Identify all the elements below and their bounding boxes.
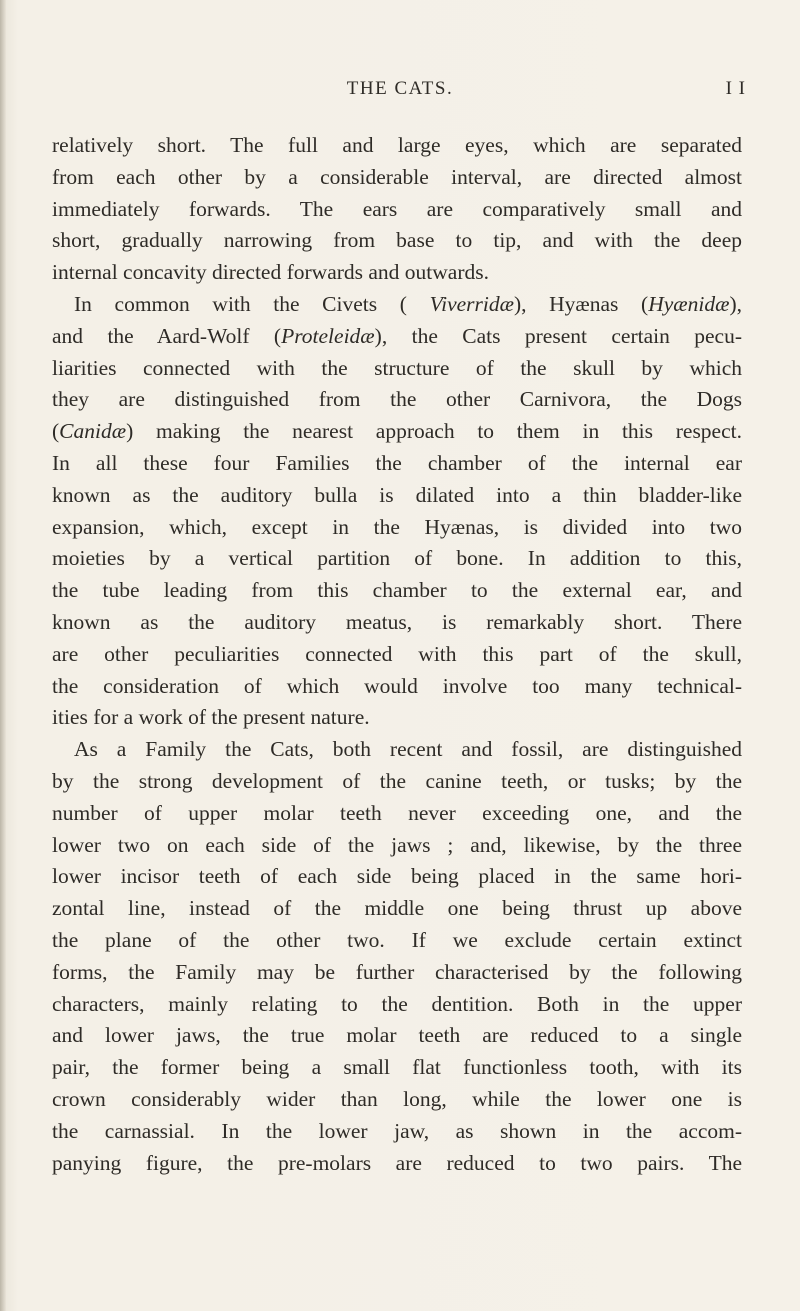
- text-line-5: internal concavity directed forwards and outwards.: [52, 260, 490, 285]
- running-head: [0, 78, 800, 102]
- page-gutter-shadow: [0, 0, 6, 1311]
- text-line-24: lower incisor teeth of each side being placed in the same hori-: [52, 864, 742, 889]
- text-line-12: known as the auditory bulla is dilated into a thin bladder-like: [52, 482, 742, 507]
- text-line-27: forms, the Family may be further characterised by the following: [52, 959, 742, 984]
- text-line-18: the consideration of which would involve too many technical-: [52, 673, 742, 698]
- text-line-2: from each other by a considerable interval, are directed almost: [52, 164, 742, 189]
- text-line-19: ities for a work of the present nature.: [52, 705, 370, 730]
- text-line-22: number of upper molar teeth never exceeding one, and the: [52, 800, 742, 825]
- text-line-21: by the strong development of the canine teeth, or tusks; by the: [52, 768, 742, 793]
- text-line-15: the tube leading from this chamber to the external ear, and: [52, 578, 742, 603]
- text-line-20: As a Family the Cats, both recent and fossil, are distinguished: [74, 737, 742, 762]
- text-line-26: the plane of the other two. If we exclude certain extinct: [52, 927, 742, 952]
- text-line-7: and the Aard-Wolf (Proteleidæ), the Cats present certain pecu-: [52, 323, 743, 348]
- text-line-23: lower two on each side of the jaws ; and, likewise, by the three: [52, 832, 742, 857]
- text-line-17: are other peculiarities connected with this part of the skull,: [52, 641, 742, 666]
- text-line-6: In common with the Civets ( Viverridæ), Hyænas (Hyænidæ),: [74, 291, 742, 316]
- text-line-8: liarities connected with the structure of the skull by which: [52, 355, 742, 380]
- text-line-32: the carnassial. In the lower jaw, as shown in the accom-: [52, 1118, 742, 1143]
- text-line-33: panying figure, the pre-molars are reduced to two pairs. The: [52, 1150, 742, 1175]
- running-title: THE CATS.: [346, 78, 454, 99]
- text-line-3: immediately forwards. The ears are comparatively small and: [52, 196, 742, 221]
- text-line-11: In all these four Families the chamber of the internal ear: [52, 450, 742, 475]
- text-line-28: characters, mainly relating to the dentition. Both in the upper: [52, 991, 742, 1016]
- text-line-13: expansion, which, except in the Hyænas, is divided into two: [52, 514, 742, 539]
- text-line-9: they are distinguished from the other Carnivora, the Dogs: [52, 387, 742, 412]
- text-line-10: (Canidæ) making the nearest approach to them in this respect.: [52, 419, 742, 444]
- text-line-14: moieties by a vertical partition of bone. In addition to this,: [52, 546, 742, 571]
- text-line-31: crown considerably wider than long, while the lower one is: [52, 1086, 742, 1111]
- page-number: I I: [725, 78, 746, 99]
- body-text: [52, 130, 742, 1179]
- text-line-1: relatively short. The full and large eyes, which are separated: [52, 133, 742, 157]
- text-line-30: pair, the former being a small flat functionless tooth, with its: [52, 1055, 742, 1080]
- text-line-16: known as the auditory meatus, is remarkably short. There: [52, 609, 742, 634]
- text-line-29: and lower jaws, the true molar teeth are reduced to a single: [52, 1023, 742, 1048]
- text-line-4: short, gradually narrowing from base to tip, and with the deep: [52, 228, 742, 253]
- text-line-25: zontal line, instead of the middle one being thrust up above: [52, 896, 742, 921]
